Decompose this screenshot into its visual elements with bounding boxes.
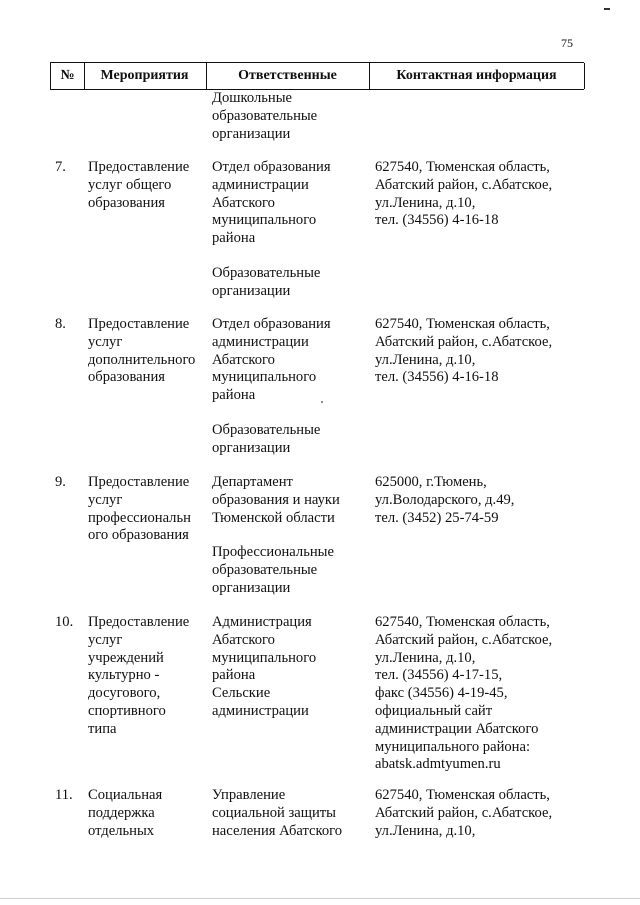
- cell-line: услуг общего: [88, 176, 172, 193]
- cell-line: населения Абатского: [212, 822, 343, 839]
- cell-line: администрации: [212, 702, 309, 719]
- cell-spacer: [212, 405, 372, 422]
- cell-spacer: [212, 248, 372, 265]
- cell-line: Предоставление: [88, 159, 190, 175]
- cell-line: спортивного: [88, 702, 166, 719]
- cell-line: Предоставление: [88, 316, 190, 332]
- cell-line: образовательные: [212, 107, 318, 124]
- cell-line: Абатский район, с.Абатское,: [375, 631, 553, 648]
- cell-line: официальный сайт: [375, 702, 493, 719]
- cell-line: администрации Абатского: [375, 720, 539, 737]
- cell-line: услуг: [88, 631, 123, 648]
- cell-line: организации: [212, 579, 291, 596]
- cell-line: тел. (3452) 25-74-59: [375, 509, 499, 526]
- cell-line: 627540, Тюменская область,: [375, 787, 550, 803]
- row-9-event: [88, 474, 206, 545]
- cell-line: Предоставление: [88, 474, 190, 490]
- cell-line: Абатского: [212, 194, 275, 211]
- cell-line: района: [212, 667, 256, 684]
- row-8-number: 8.: [55, 316, 66, 332]
- row-7-number: 7.: [55, 159, 66, 175]
- cell-line: поддержка: [88, 804, 155, 821]
- cell-line: ул.Володарского, д.49,: [375, 491, 515, 508]
- cell-line: Управление: [212, 787, 286, 803]
- cell-line: тел. (34556) 4-16-18: [375, 369, 499, 386]
- cell-line: Абатского: [212, 351, 275, 368]
- row-8-event: [88, 316, 206, 387]
- row-7-event: [88, 159, 206, 212]
- cell-line: услуг: [88, 333, 123, 350]
- scan-bottom-edge: [0, 898, 640, 899]
- cell-line: организации: [212, 439, 291, 456]
- cell-line: ул.Ленина, д.10,: [375, 351, 476, 368]
- cell-line: образования и науки: [212, 491, 340, 508]
- cell-line: образовательные: [212, 562, 318, 579]
- row-9-responsible: [212, 474, 372, 598]
- header-no: №: [50, 63, 85, 89]
- cell-line: организации: [212, 282, 291, 299]
- cell-line: Абатского: [212, 631, 275, 648]
- row-8-contact: [375, 316, 575, 387]
- cell-line: 627540, Тюменская область,: [375, 159, 550, 175]
- scan-speck: [321, 401, 323, 403]
- row-7-contact: [375, 159, 575, 230]
- cell-line: типа: [88, 720, 117, 737]
- cell-line: 627540, Тюменская область,: [375, 614, 550, 630]
- cell-line: администрации: [212, 333, 309, 350]
- cell-line: социальной защиты: [212, 804, 336, 821]
- cell-line: Абатский район, с.Абатское,: [375, 333, 553, 350]
- cell-line: ул.Ленина, д.10,: [375, 194, 476, 211]
- cell-line: организации: [212, 125, 291, 142]
- row-7-responsible: [212, 159, 372, 301]
- row-10-event: [88, 614, 206, 739]
- cell-line: Тюменской области: [212, 509, 335, 526]
- cell-line: Сельские: [212, 685, 271, 702]
- continued-responsible: [212, 90, 372, 143]
- cell-line: культурно -: [88, 667, 160, 684]
- row-10-responsible: [212, 614, 372, 721]
- row-11-contact: [375, 787, 575, 840]
- cell-line: профессиональн: [88, 509, 191, 526]
- row-11-number: 11.: [55, 787, 73, 803]
- row-11-responsible: [212, 787, 372, 840]
- row-10-contact: [375, 614, 575, 774]
- scan-corner-mark: [604, 8, 610, 10]
- cell-line: ул.Ленина, д.10,: [375, 649, 476, 666]
- cell-line: 627540, Тюменская область,: [375, 316, 550, 332]
- header-responsible: Ответственные: [206, 63, 370, 89]
- cell-line: администрации: [212, 176, 309, 193]
- row-9-contact: [375, 474, 575, 527]
- cell-line: Абатский район, с.Абатское,: [375, 176, 553, 193]
- table-header: [50, 62, 584, 90]
- page-number: 75: [561, 36, 573, 50]
- cell-line: Профессиональные: [212, 544, 334, 561]
- cell-line: образования: [88, 369, 165, 386]
- cell-line: Отдел образования: [212, 316, 331, 332]
- cell-line: ого образования: [88, 527, 189, 544]
- cell-spacer: [212, 527, 372, 544]
- cell-line: муниципального района:: [375, 738, 531, 755]
- events-table: [50, 62, 584, 839]
- cell-line: факс (34556) 4-19-45,: [375, 685, 508, 702]
- cell-line: 625000, г.Тюмень,: [375, 474, 487, 490]
- row-11-event: [88, 787, 206, 840]
- cell-line: Предоставление: [88, 614, 190, 630]
- row-10-number: 10.: [55, 614, 74, 630]
- cell-line: тел. (34556) 4-16-18: [375, 212, 499, 229]
- cell-line: дополнительного: [88, 351, 196, 368]
- cell-line: Социальная: [88, 787, 163, 803]
- cell-line: ул.Ленина, д.10,: [375, 822, 476, 839]
- cell-line: тел. (34556) 4-17-15,: [375, 667, 503, 684]
- cell-line: Абатский район, с.Абатское,: [375, 804, 553, 821]
- row-9-number: 9.: [55, 474, 66, 490]
- cell-line: района: [212, 230, 256, 247]
- cell-line: Дошкольные: [212, 90, 292, 106]
- cell-line: муниципального: [212, 369, 317, 386]
- cell-line: учреждений: [88, 649, 164, 666]
- header-contact: Контактная информация: [369, 63, 585, 89]
- cell-line: района: [212, 387, 256, 404]
- cell-line: Администрация: [212, 614, 312, 630]
- cell-line: Департамент: [212, 474, 293, 490]
- cell-line: отдельных: [88, 822, 155, 839]
- row-8-responsible: [212, 316, 372, 458]
- cell-line: Образовательные: [212, 264, 321, 281]
- cell-line: услуг: [88, 491, 123, 508]
- cell-line: Образовательные: [212, 421, 321, 438]
- cell-line: образования: [88, 194, 165, 211]
- cell-line: досугового,: [88, 685, 161, 702]
- cell-line: Отдел образования: [212, 159, 331, 175]
- cell-line: муниципального: [212, 212, 317, 229]
- header-events: Мероприятия: [83, 63, 207, 89]
- cell-line: муниципального: [212, 649, 317, 666]
- cell-line: abatsk.admtyumen.ru: [375, 756, 501, 773]
